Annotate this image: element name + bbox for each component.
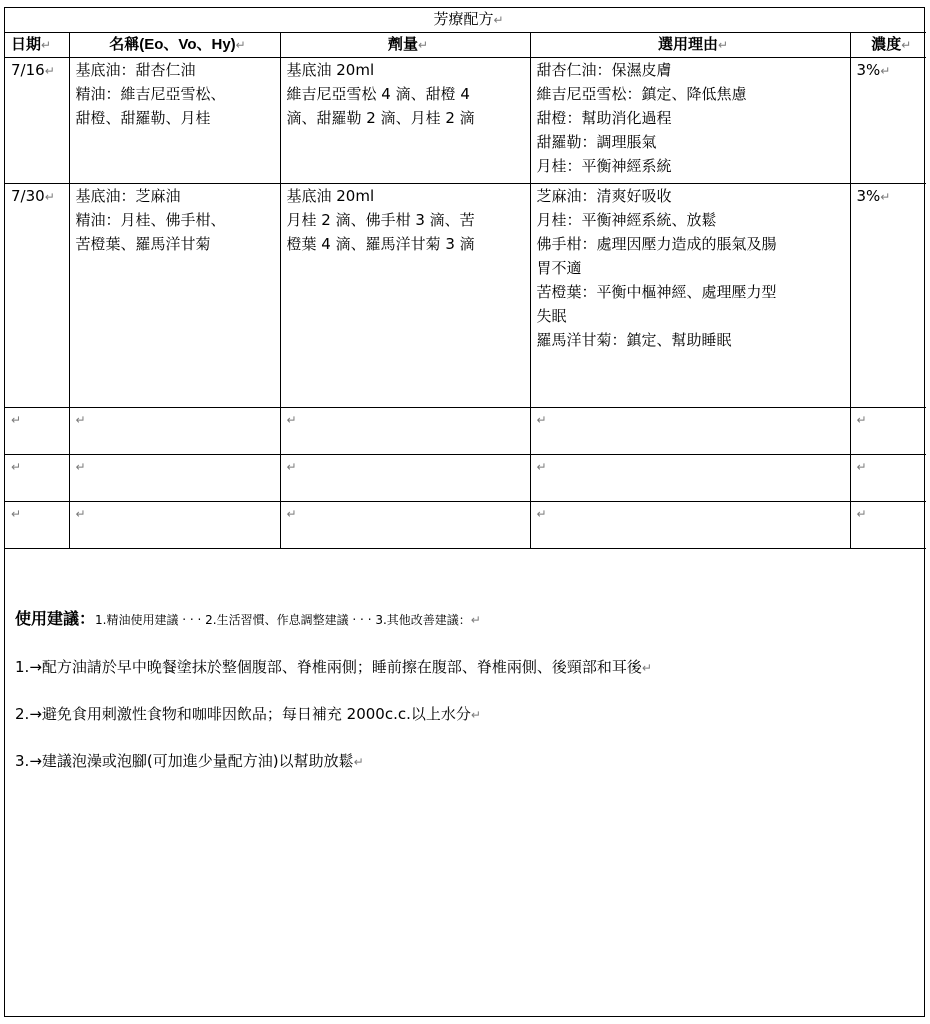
reason-line: 羅馬洋甘菊：鎮定、幫助睡眠 (536, 331, 732, 349)
reason-line: 月桂：平衡神經系統、放鬆 (536, 211, 717, 229)
paragraph-mark: ↵ (536, 507, 547, 521)
paragraph-mark: ↵ (41, 38, 52, 52)
header-reason-label: 選用理由 (657, 36, 718, 53)
table-title: 芳療配方 (433, 11, 494, 28)
header-concentration-label: 濃度 (871, 36, 902, 53)
empty-cell (280, 502, 530, 549)
paragraph-mark: ↵ (717, 38, 729, 52)
reason-line: 甜羅勒：調理脹氣 (536, 133, 657, 151)
advice-subheading: 1.精油使用建議 ‧ ‧ ‧ 2.生活習慣、作息調整建議 ‧ ‧ ‧ 3.其他改善建議： (95, 613, 471, 627)
name-line: 苦橙葉、羅馬洋甘菊 (75, 235, 211, 253)
header-reason (530, 33, 850, 58)
advice-heading (15, 606, 920, 633)
advice-item-text: 避免食用刺激性食物和咖啡因飲品；每日補充 2000c.c.以上水分 (41, 705, 471, 723)
empty-cell (5, 455, 69, 502)
paragraph-mark: ↵ (493, 13, 504, 27)
concentration-value: 3% (856, 61, 881, 79)
dose-cell (280, 58, 530, 184)
reason-line: 維吉尼亞雪松：鎮定、降低焦慮 (536, 85, 747, 103)
reason-line: 月桂：平衡神經系統 (536, 157, 672, 175)
paragraph-mark: ↵ (235, 38, 246, 52)
empty-cell (850, 502, 926, 549)
reason-line: 甜橙：幫助消化過程 (536, 109, 672, 127)
empty-cell (5, 408, 69, 455)
dose-line: 橙葉 4 滴、羅馬洋甘菊 3 滴 (286, 235, 475, 253)
name-cell (69, 58, 280, 184)
reason-cell (530, 58, 850, 184)
empty-cell (69, 502, 280, 549)
concentration-value: 3% (856, 187, 881, 205)
advice-item-text: 配方油請於早中晚餐塗抹於整個腹部、脊椎兩側；睡前擦在腹部、脊椎兩側、後頸部和耳後 (41, 658, 642, 676)
empty-cell (280, 408, 530, 455)
header-dose (280, 33, 530, 58)
dose-line: 月桂 2 滴、佛手柑 3 滴、苦 (286, 211, 475, 229)
name-cell (69, 184, 280, 408)
advice-item-text: 建議泡澡或泡腳(可加進少量配方油)以幫助放鬆 (41, 752, 354, 770)
header-name-label: 名稱(Eo、Vo、Hy) (109, 36, 236, 53)
paragraph-mark: ↵ (75, 413, 86, 427)
date-value: 7/16 (11, 61, 45, 79)
name-line: 甜橙、甜羅勒、月桂 (75, 109, 211, 127)
empty-cell (530, 455, 850, 502)
paragraph-mark: ↵ (11, 507, 22, 521)
paragraph-mark: ↵ (470, 708, 481, 722)
empty-table-row (5, 502, 926, 549)
tab-arrow: → (29, 705, 42, 723)
empty-cell (530, 408, 850, 455)
paragraph-mark: ↵ (11, 460, 22, 474)
empty-cell (850, 455, 926, 502)
dose-line: 基底油 20ml (286, 187, 375, 205)
document-page (4, 7, 925, 1017)
paragraph-mark: ↵ (75, 460, 86, 474)
dose-line: 維吉尼亞雪松 4 滴、甜橙 4 (286, 85, 470, 103)
dose-line: 滴、甜羅勒 2 滴、月桂 2 滴 (286, 109, 475, 127)
reason-cell (530, 184, 850, 408)
tab-arrow: → (29, 658, 42, 676)
paragraph-mark: ↵ (536, 413, 547, 427)
paragraph-mark: ↵ (470, 613, 481, 627)
reason-line: 失眠 (536, 307, 567, 325)
empty-table-row (5, 455, 926, 502)
empty-cell (530, 502, 850, 549)
name-line: 基底油：甜杏仁油 (75, 61, 196, 79)
reason-line: 芝麻油：清爽好吸收 (536, 187, 672, 205)
header-dose-label: 劑量 (387, 36, 418, 53)
header-date (5, 33, 69, 58)
table-row (5, 184, 926, 408)
reason-line: 苦橙葉：平衡中樞神經、處理壓力型 (536, 283, 777, 301)
paragraph-mark: ↵ (856, 460, 867, 474)
advice-item-number: 3. (15, 752, 30, 770)
advice-label: 使用建議： (15, 609, 96, 628)
concentration-cell (850, 58, 926, 184)
reason-line: 胃不適 (536, 259, 582, 277)
paragraph-mark: ↵ (417, 38, 429, 52)
usage-advice-section (15, 606, 920, 774)
dose-cell (280, 184, 530, 408)
empty-cell (5, 502, 69, 549)
name-line: 精油：月桂、佛手柑、 (75, 211, 226, 229)
advice-item-number: 1. (15, 658, 30, 676)
concentration-cell (850, 184, 926, 408)
paragraph-mark: ↵ (901, 38, 912, 52)
paragraph-mark: ↵ (353, 755, 364, 769)
paragraph-mark: ↵ (856, 507, 867, 521)
empty-cell (280, 455, 530, 502)
paragraph-mark: ↵ (75, 507, 86, 521)
tab-arrow: → (29, 752, 42, 770)
paragraph-mark: ↵ (641, 661, 652, 675)
advice-item (15, 702, 920, 727)
advice-item-number: 2. (15, 705, 30, 723)
date-value: 7/30 (11, 187, 45, 205)
paragraph-mark: ↵ (286, 460, 297, 474)
paragraph-mark: ↵ (880, 190, 891, 204)
empty-cell (850, 408, 926, 455)
aromatherapy-formula-table (5, 8, 926, 549)
advice-item (15, 655, 920, 680)
paragraph-mark: ↵ (856, 413, 867, 427)
table-row (5, 58, 926, 184)
header-name (69, 33, 280, 58)
paragraph-mark: ↵ (44, 64, 55, 78)
reason-line: 甜杏仁油：保濕皮膚 (536, 61, 672, 79)
dose-line: 基底油 20ml (286, 61, 375, 79)
paragraph-mark: ↵ (286, 507, 297, 521)
paragraph-mark: ↵ (286, 413, 297, 427)
header-date-label: 日期 (11, 36, 42, 53)
paragraph-mark: ↵ (536, 460, 547, 474)
empty-table-row (5, 408, 926, 455)
empty-cell (69, 408, 280, 455)
header-concentration (850, 33, 926, 58)
reason-line: 佛手柑：處理因壓力造成的脹氣及腸 (536, 235, 777, 253)
paragraph-mark: ↵ (44, 190, 55, 204)
date-cell (5, 58, 69, 184)
paragraph-mark: ↵ (11, 413, 22, 427)
advice-item (15, 749, 920, 774)
name-line: 基底油：芝麻油 (75, 187, 181, 205)
empty-cell (69, 455, 280, 502)
date-cell (5, 184, 69, 408)
name-line: 精油：維吉尼亞雪松、 (75, 85, 226, 103)
table-title-cell (5, 8, 926, 33)
paragraph-mark: ↵ (880, 64, 891, 78)
